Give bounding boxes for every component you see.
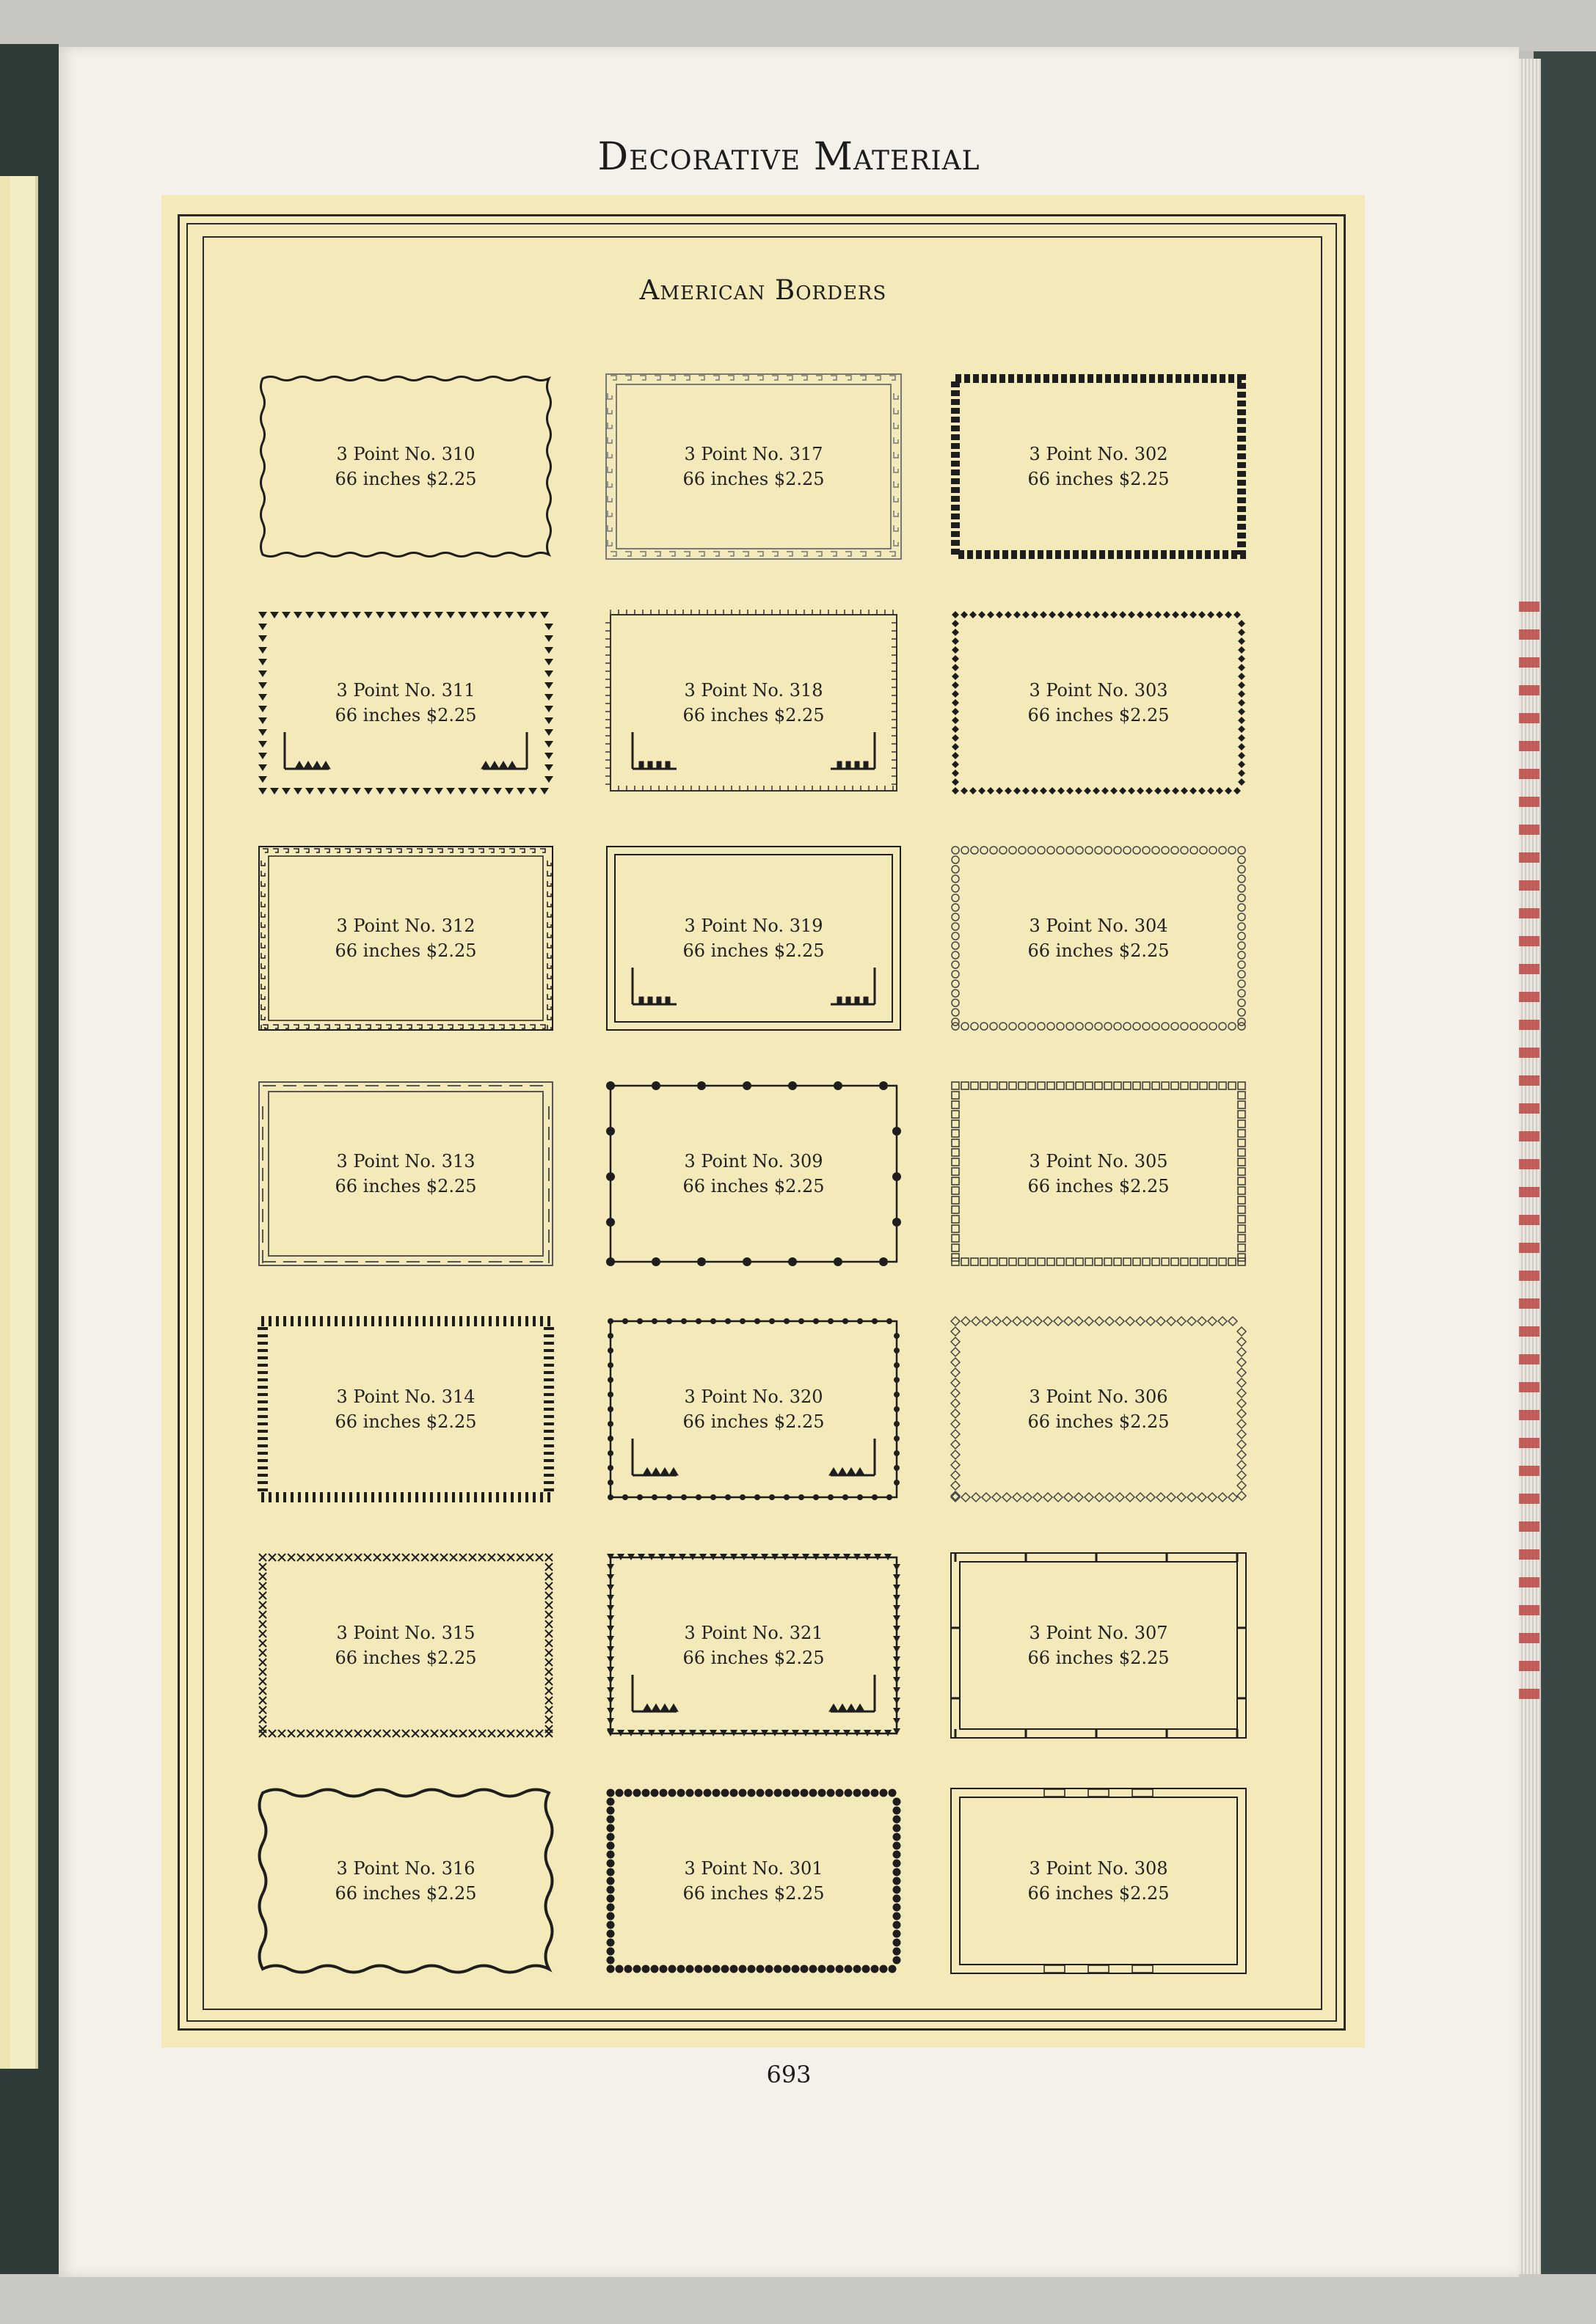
border-specimen-320 [611,1321,897,1497]
specimen-point-number: 3 Point No. 306 [1029,1386,1168,1407]
specimen-point-number: 3 Point No. 321 [684,1623,823,1643]
border-specimen-315 [263,1557,549,1733]
section-title: American Borders [639,274,887,306]
specimen-price: 66 inches $2.25 [1027,940,1170,961]
specimen-point-number: 3 Point No. 302 [1029,444,1168,464]
specimen-point-number: 3 Point No. 319 [684,916,823,936]
specimen-point-number: 3 Point No. 301 [684,1858,823,1879]
specimen-price: 66 inches $2.25 [1027,1648,1170,1668]
border-specimen-313 [263,1086,549,1262]
specimen-point-number: 3 Point No. 314 [336,1386,475,1407]
specimen-price: 66 inches $2.25 [335,1648,477,1668]
specimen-price: 66 inches $2.25 [335,705,477,726]
specimen-point-number: 3 Point No. 313 [336,1151,475,1172]
border-specimen-305 [955,1086,1242,1262]
border-specimen-317 [611,379,897,555]
scan-background-top [0,0,1596,51]
specimen-price: 66 inches $2.25 [1027,705,1170,726]
page-number: 693 [766,2061,812,2089]
specimen-price: 66 inches $2.25 [335,1176,477,1196]
specimen-price: 66 inches $2.25 [682,940,825,961]
specimen-point-number: 3 Point No. 320 [684,1386,823,1407]
specimen-point-number: 3 Point No. 309 [684,1151,823,1172]
border-specimen-306 [955,1321,1242,1497]
border-specimen-319 [611,850,897,1026]
specimen-price: 66 inches $2.25 [1027,1883,1170,1904]
border-specimen-303 [955,615,1242,791]
page-heading: Decorative Material [597,135,980,179]
border-specimen-309 [611,1086,897,1262]
specimen-point-number: 3 Point No. 310 [336,444,475,464]
border-specimen-318 [611,615,897,791]
specimen-point-number: 3 Point No. 303 [1029,680,1168,701]
specimen-point-number: 3 Point No. 305 [1029,1151,1168,1172]
border-specimen-321 [611,1557,897,1733]
facing-page-margin [0,176,10,2069]
catalog-page [59,47,1519,2277]
specimen-price: 66 inches $2.25 [682,469,825,489]
border-specimen-307 [955,1557,1242,1733]
border-specimen-301 [611,1793,897,1969]
specimen-point-number: 3 Point No. 308 [1029,1858,1168,1879]
specimen-price: 66 inches $2.25 [682,1411,825,1432]
border-specimen-316 [263,1793,549,1969]
border-specimen-312 [263,850,549,1026]
specimen-price: 66 inches $2.25 [335,940,477,961]
border-specimen-314 [263,1321,549,1497]
book-cover-right [1534,51,1596,2281]
specimen-price: 66 inches $2.25 [682,1883,825,1904]
specimen-point-number: 3 Point No. 311 [336,680,475,701]
specimen-point-number: 3 Point No. 304 [1029,916,1168,936]
border-specimen-304 [955,850,1242,1026]
specimen-price: 66 inches $2.25 [1027,1176,1170,1196]
specimen-point-number: 3 Point No. 318 [684,680,823,701]
specimen-price: 66 inches $2.25 [335,469,477,489]
specimen-price: 66 inches $2.25 [682,705,825,726]
specimen-point-number: 3 Point No. 316 [336,1858,475,1879]
specimen-point-number: 3 Point No. 315 [336,1623,475,1643]
border-specimen-311 [263,615,549,791]
specimen-price: 66 inches $2.25 [1027,1411,1170,1432]
scan-background-bottom [0,2274,1596,2324]
border-specimen-310 [263,379,549,555]
specimen-price: 66 inches $2.25 [335,1883,477,1904]
border-specimen-308 [955,1793,1242,1969]
specimen-point-number: 3 Point No. 317 [684,444,823,464]
specimen-price: 66 inches $2.25 [682,1648,825,1668]
specimen-price: 66 inches $2.25 [682,1176,825,1196]
page-edge-tabs [1517,602,1539,1702]
border-specimen-302 [955,379,1242,555]
specimen-point-number: 3 Point No. 312 [336,916,475,936]
specimen-price: 66 inches $2.25 [1027,469,1170,489]
specimen-price: 66 inches $2.25 [335,1411,477,1432]
specimen-plate [161,195,1365,2047]
specimen-point-number: 3 Point No. 307 [1029,1623,1168,1643]
